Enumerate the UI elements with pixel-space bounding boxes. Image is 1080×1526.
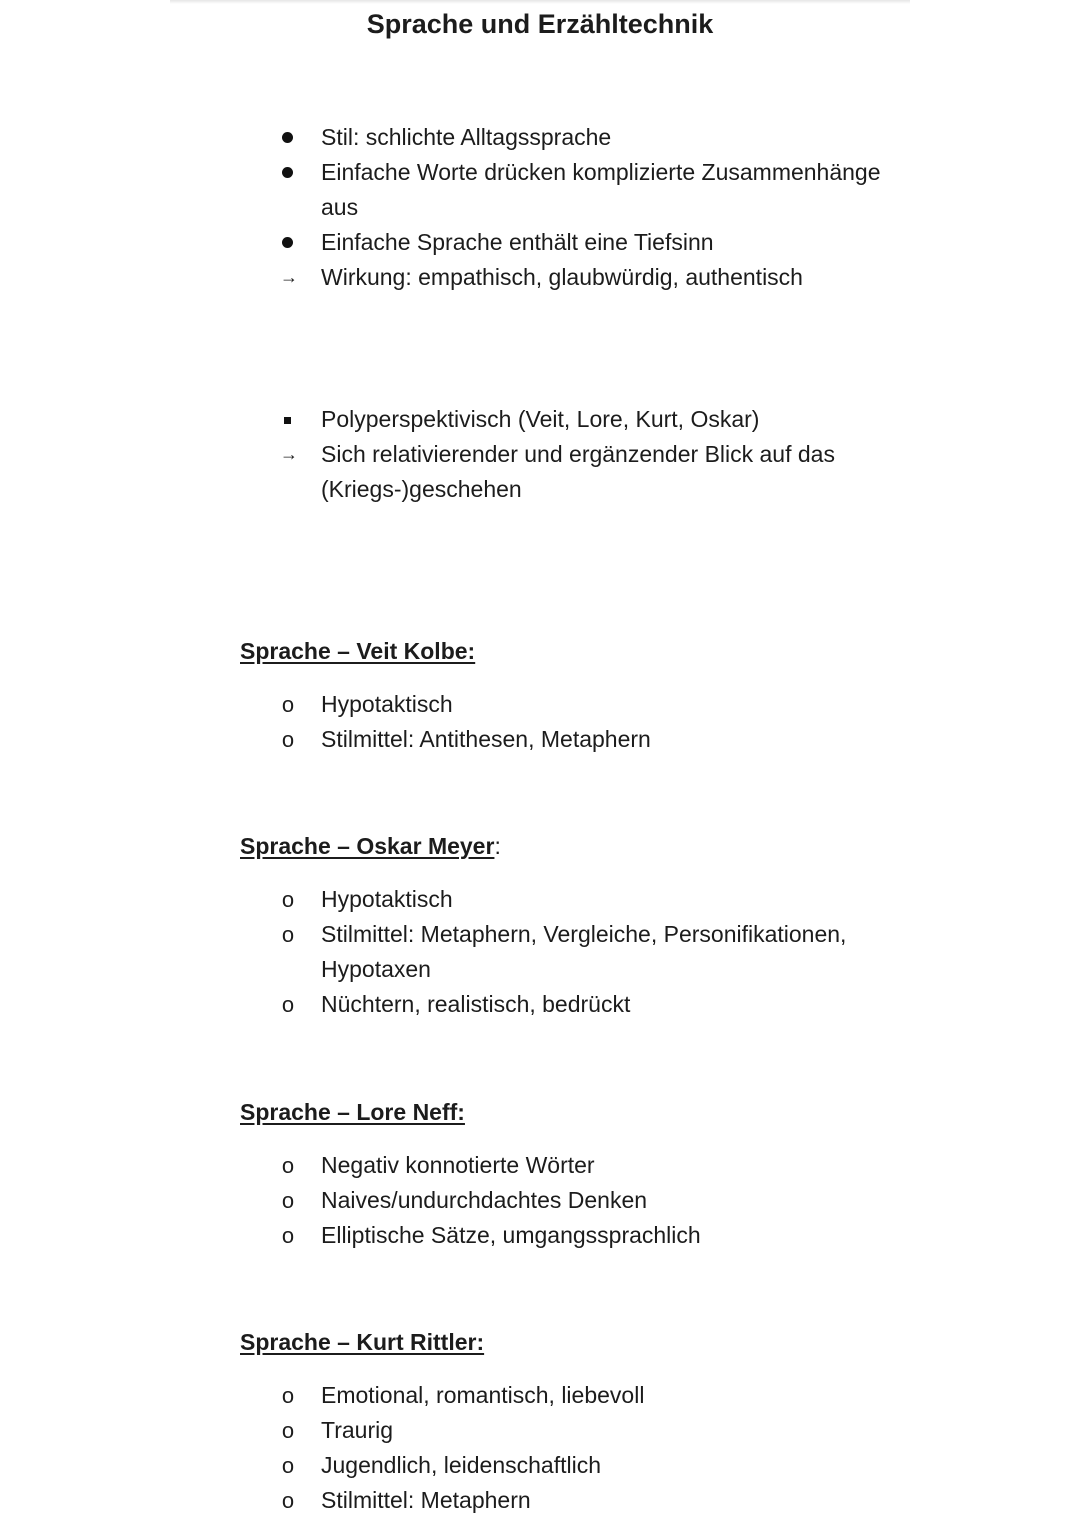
lore-list [0, 1148, 881, 1253]
list-item-text: Jugendlich, leidenschaftlich [321, 1452, 602, 1478]
bullet-circle-icon: o [281, 1453, 295, 1478]
list-item-text: Einfache Sprache enthält eine Tiefsinn [321, 229, 714, 255]
list-item [0, 882, 881, 917]
list-item-text: Hypotaktisch [321, 691, 453, 717]
list-item-text: Emotional, romantisch, liebevoll [321, 1382, 645, 1408]
list-item [0, 437, 881, 507]
bullet-circle-icon: o [281, 1223, 295, 1248]
page-top-edge [170, 0, 910, 4]
list-item [0, 120, 881, 155]
section-heading-oskar: Sprache – Oskar Meyer: [240, 833, 501, 859]
bullet-circle-icon: o [281, 1383, 295, 1408]
list-item-text: Naives/undurchdachtes Denken [321, 1187, 648, 1213]
list-item [0, 722, 881, 757]
list-item-text: Wirkung: empathisch, glaubwürdig, authentisch [321, 264, 803, 290]
list-item [0, 987, 881, 1022]
list-item [0, 917, 881, 987]
bullet-circle-icon: o [281, 1488, 295, 1513]
intro-list [0, 120, 881, 295]
list-item-text: Traurig [321, 1417, 393, 1443]
list-item [0, 1483, 881, 1518]
list-item-text: Stilmittel: Metaphern [321, 1487, 531, 1513]
list-item-text: Sich relativierender und ergänzender Blick auf das (Kriegs-)geschehen [321, 441, 835, 502]
bullet-circle-icon: o [281, 1418, 295, 1443]
arrow-right-icon: → [280, 267, 298, 287]
oskar-list [0, 882, 881, 1022]
veit-list [0, 687, 881, 757]
bullet-circle-icon: o [281, 692, 295, 717]
kurt-list [0, 1378, 881, 1518]
list-item-text: Polyperspektivisch (Veit, Lore, Kurt, Oskar) [321, 406, 760, 432]
bullet-circle-icon: o [281, 887, 295, 912]
bullet-circle-icon: o [281, 992, 295, 1017]
bullet-circle-icon: o [281, 727, 295, 752]
list-item [0, 402, 881, 437]
list-item [0, 1148, 881, 1183]
list-item-text: Hypotaktisch [321, 886, 453, 912]
list-item-text: Negativ konnotierte Wörter [321, 1152, 595, 1178]
section-heading-veit: Sprache – Veit Kolbe: [240, 638, 476, 664]
list-item-text: Elliptische Sätze, umgangssprachlich [321, 1222, 701, 1248]
list-item-text: Nüchtern, realistisch, bedrückt [321, 991, 631, 1017]
list-item [0, 155, 881, 225]
list-item-text: Einfache Worte drücken komplizierte Zusammenhänge aus [321, 159, 881, 220]
section-heading-kurt: Sprache – Kurt Rittler: [240, 1329, 485, 1355]
arrow-right-icon: → [280, 444, 298, 464]
perspective-list [0, 402, 881, 507]
list-item [0, 1183, 881, 1218]
list-item [0, 260, 881, 295]
bullet-circle-icon: o [281, 1188, 295, 1213]
list-item [0, 1413, 881, 1448]
list-item [0, 1378, 881, 1413]
list-item [0, 225, 881, 260]
list-item [0, 687, 881, 722]
list-item-text: Stilmittel: Antithesen, Metaphern [321, 726, 651, 752]
list-item [0, 1218, 881, 1253]
list-item-text: Stil: schlichte Alltagssprache [321, 124, 612, 150]
section-heading-lore: Sprache – Lore Neff: [240, 1099, 465, 1125]
list-item [0, 1448, 881, 1483]
list-item-text: Stilmittel: Metaphern, Vergleiche, Personifikationen, Hypotaxen [321, 921, 847, 982]
page-title: Sprache und Erzähltechnik [366, 9, 714, 39]
bullet-circle-icon: o [281, 1153, 295, 1178]
bullet-circle-icon: o [281, 922, 295, 947]
